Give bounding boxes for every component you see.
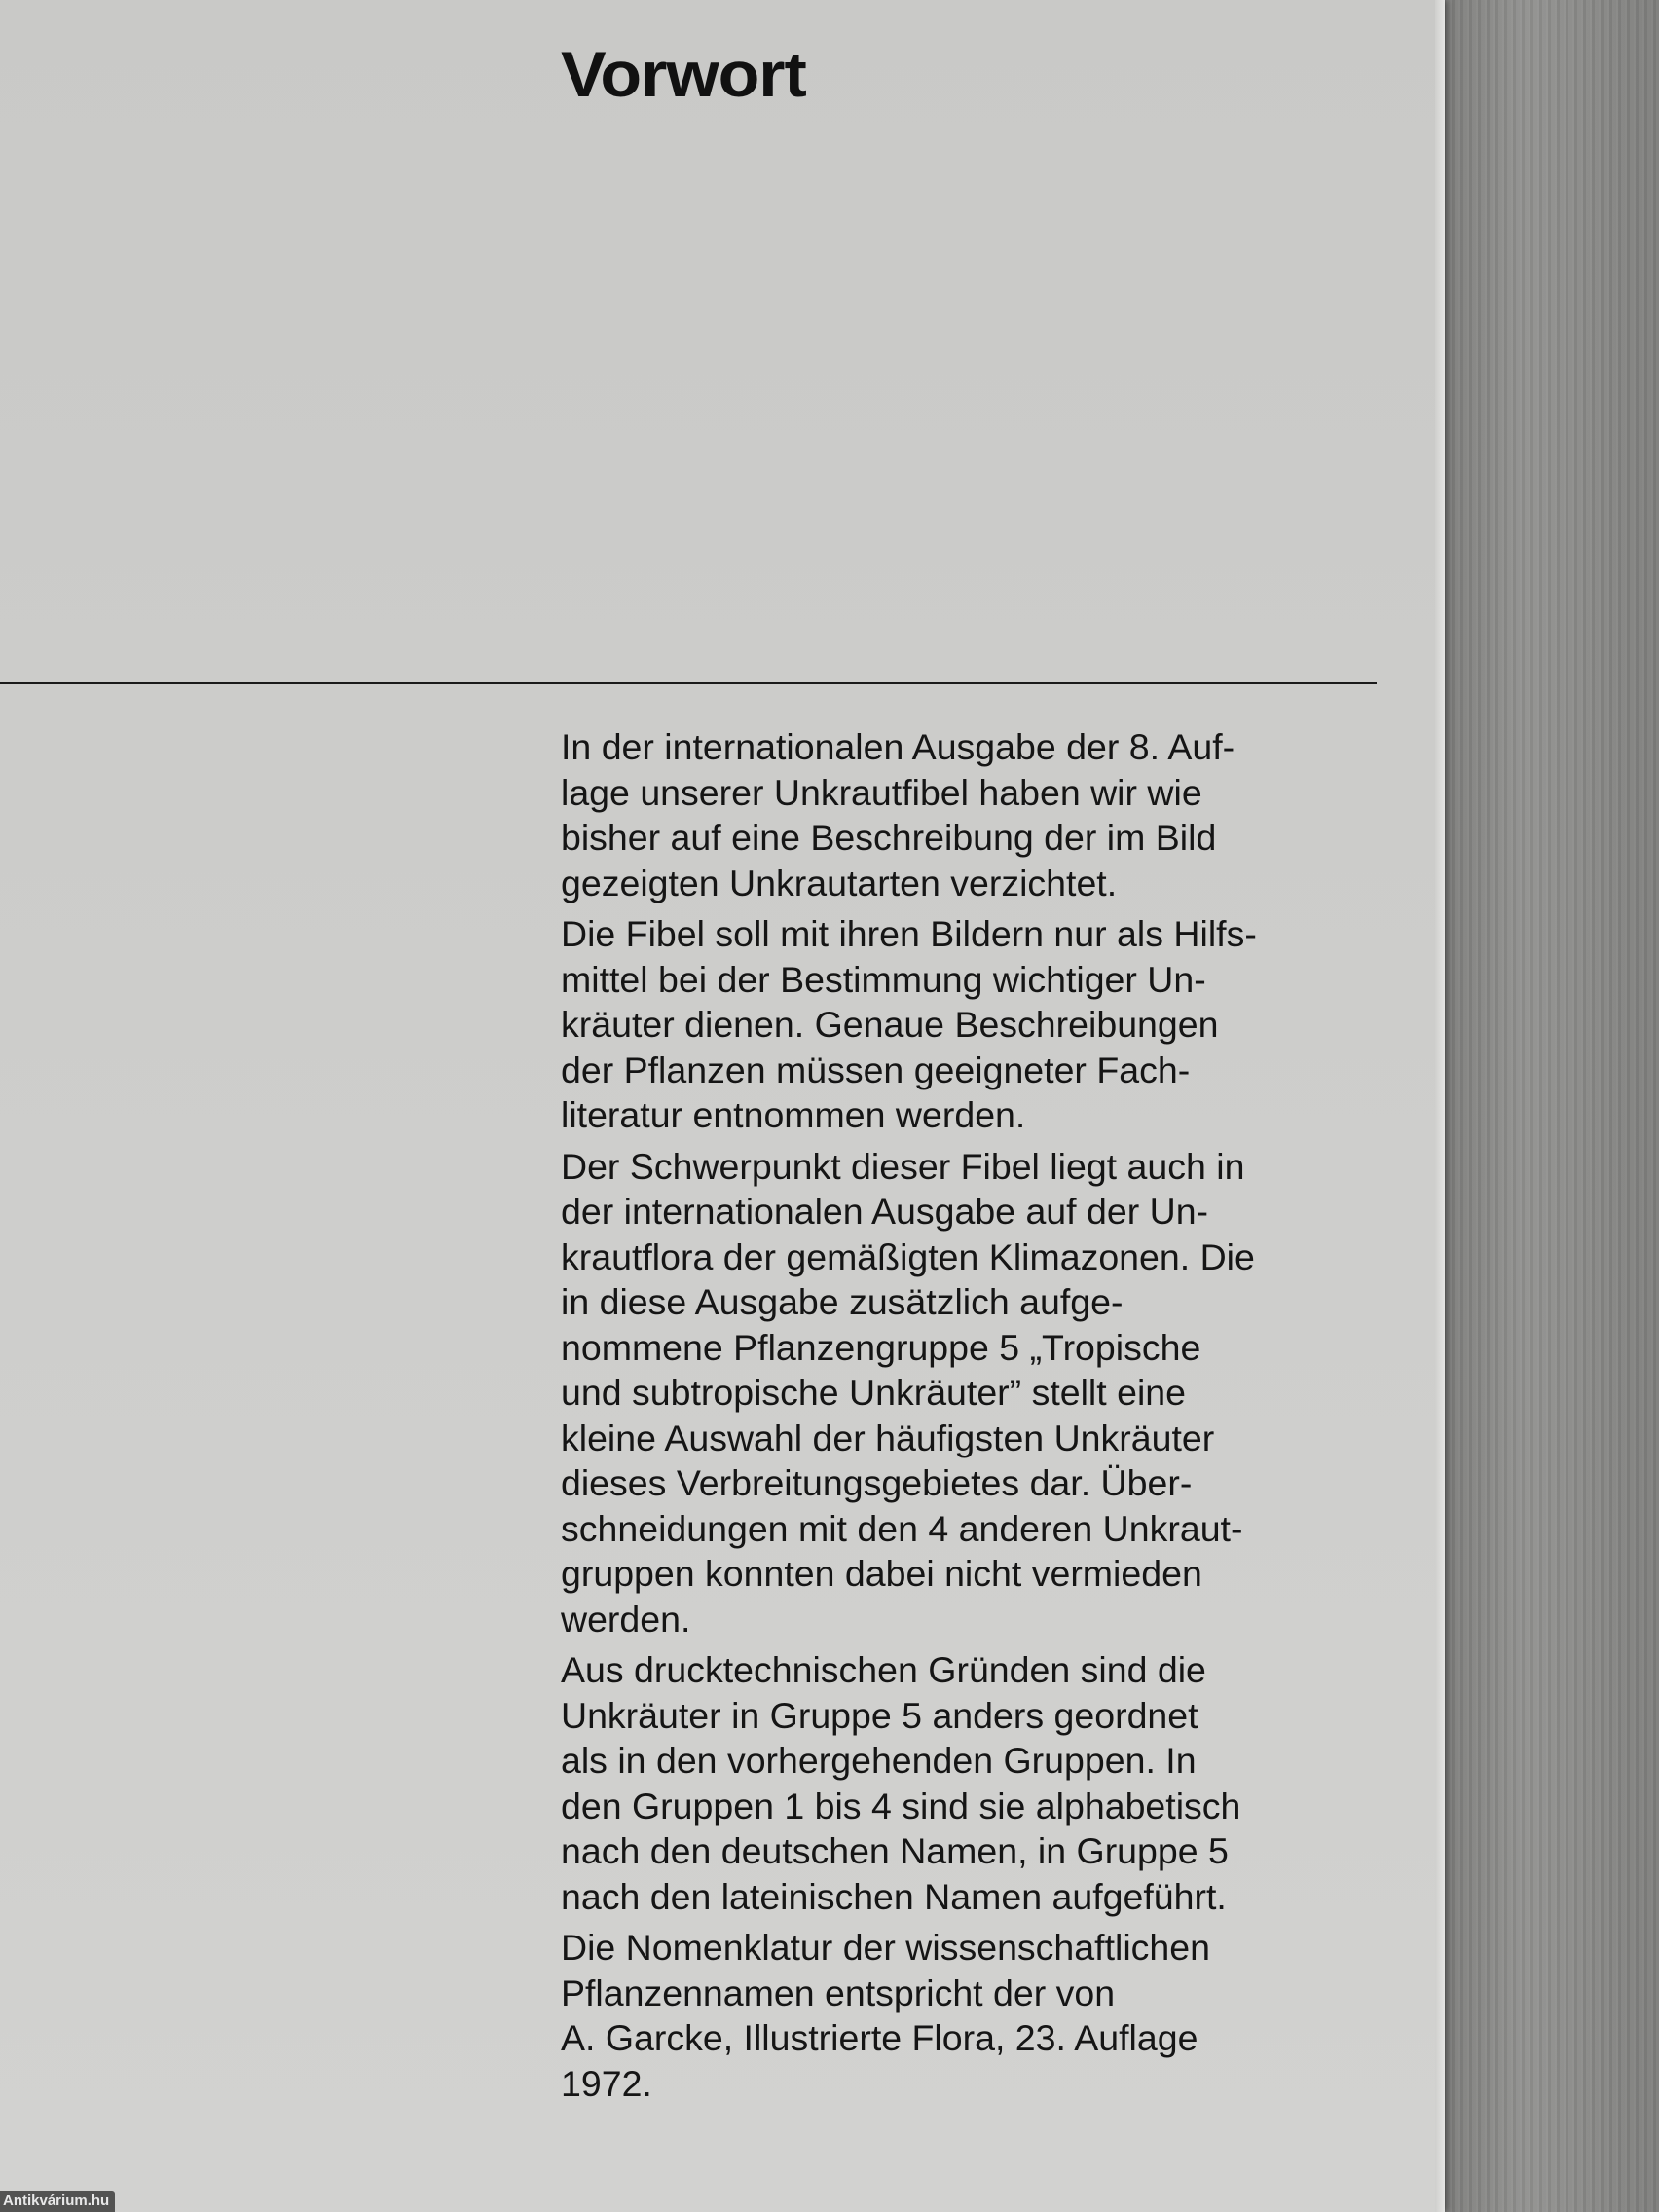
text-line: nommene Pflanzengruppe 5 „Tropische [561,1326,1201,1368]
watermark: Antikvárium.hu [0,2191,115,2212]
text-line: In der internationalen Ausgabe der 8. Auf- [561,726,1235,767]
text-line: Unkräuter in Gruppe 5 anders geordnet [561,1694,1198,1736]
text-line: Der Schwerpunkt dieser Fibel liegt auch in [561,1145,1245,1187]
text-line: Aus drucktechnischen Gründen sind die [561,1649,1206,1690]
background-surface [1441,0,1659,2212]
text-line: den Gruppen 1 bis 4 sind sie alphabetisch [561,1785,1241,1826]
paragraph-5 [561,1925,1398,2106]
page-edge [1435,0,1445,2212]
text-line: mittel bei der Bestimmung wichtiger Un- [561,958,1206,1000]
text-line: dieses Verbreitungsgebietes dar. Über- [561,1462,1193,1503]
paragraph-4 [561,1647,1398,1919]
text-line: Die Fibel soll mit ihren Bildern nur als Hilfs- [561,913,1257,954]
text-line: krautflora der gemäßigten Klimazonen. Die [561,1235,1255,1277]
text-line: kräuter dienen. Genaue Beschreibungen [561,1004,1219,1045]
paragraph-2 [561,911,1398,1138]
body-text [561,724,1398,2112]
text-line: nach den deutschen Namen, in Gruppe 5 [561,1830,1229,1871]
text-line: der internationalen Ausgabe auf der Un- [561,1191,1209,1232]
text-line: der Pflanzen müssen geeigneter Fach- [561,1049,1191,1090]
text-line: und subtropische Unkräuter” stellt eine [561,1372,1187,1413]
text-line: kleine Auswahl der häufigsten Unkräuter [561,1417,1215,1458]
horizontal-rule [0,682,1377,684]
text-line: schneidungen mit den 4 anderen Unkraut- [561,1507,1243,1549]
text-line: literatur entnommen werden. [561,1094,1026,1135]
text-line: lage unserer Unkrautfibel haben wir wie [561,771,1202,813]
text-line: gruppen konnten dabei nicht vermieden [561,1553,1202,1594]
text-line: Pflanzennamen entspricht der von [561,1972,1116,2013]
text-line: gezeigten Unkrautarten verzichtet. [561,862,1118,903]
text-line: in diese Ausgabe zusätzlich aufge- [561,1281,1124,1322]
text-line: 1972. [561,2062,652,2104]
paragraph-3 [561,1144,1398,1642]
text-line: Die Nomenklatur der wissenschaftlichen [561,1927,1210,1968]
text-line: A. Garcke, Illustrierte Flora, 23. Auflage [561,2017,1198,2058]
paragraph-1 [561,724,1398,905]
text-line: nach den lateinischen Namen aufgeführt. [561,1875,1227,1917]
text-line: werden. [561,1598,691,1640]
text-line: bisher auf eine Beschreibung der im Bild [561,817,1217,858]
text-line: als in den vorhergehenden Gruppen. In [561,1740,1197,1781]
page-title: Vorwort [561,38,806,110]
